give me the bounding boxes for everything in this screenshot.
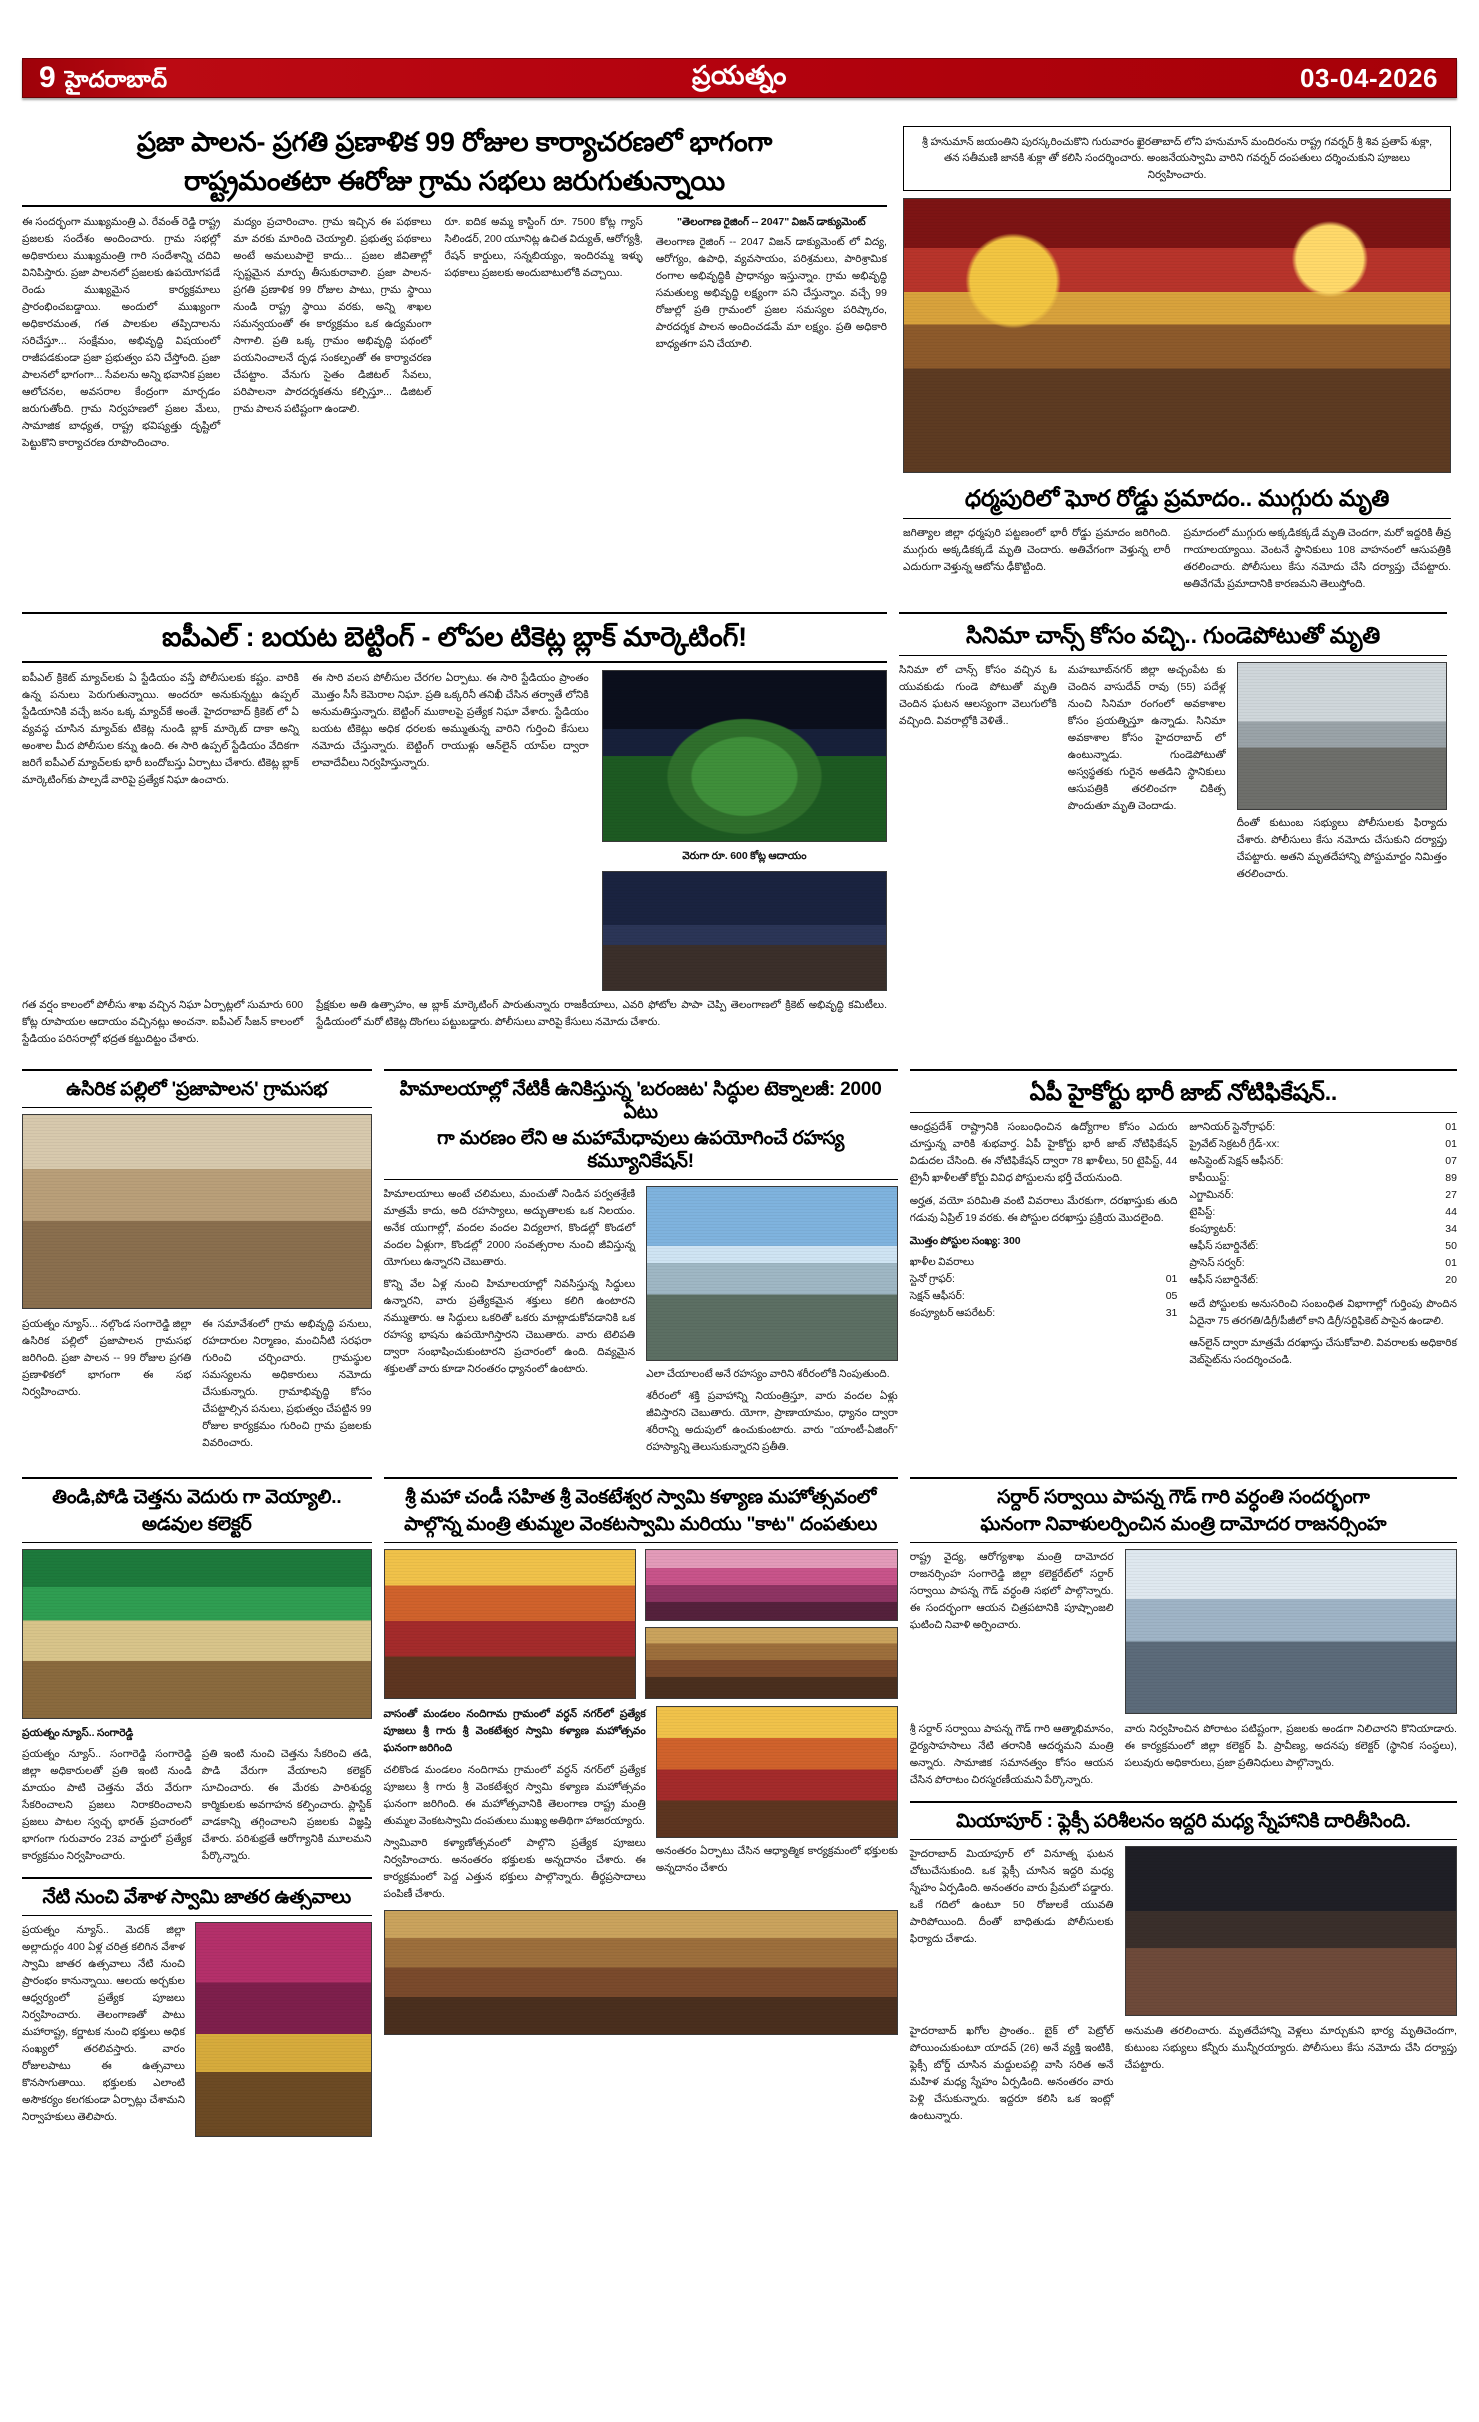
highcourt-post-name: జూనియర్ స్టెనోగ్రాఫర్: [1189,1120,1276,1133]
ipl-photo-caption: వెరుగా రూ. 600 కోట్ల ఆదాయం [682,849,807,862]
highcourt-extra-label: కంప్యూటర్ ఆపరేటర్: [909,1306,996,1319]
highcourt-story [910,1062,1457,1457]
himalaya-col-1: హిమాలయాలు అంటే చలిమలు, మంచుతో నిండిన పర్వతశ్రేణి మాత్రమే కాదు, అది రహస్యాలు, అద్భుతాలకు ఒక నిలయం. అనేక యుగాల్లో, వందల వందల విద్యలాగ, కొండల్లో కొండలో వందల ఏళ్లుగా, కొండల్లో 2000 సంవత్సరాల నుంచి జీవిస్తున్న యోగులు ఉన్నారని చెబుతారు. [383,1188,636,1269]
lead-col-4-heading: "తెలంగాణ రైజింగ్ -- 2047" విజన్ డాక్యుమెంట్‌ [677,215,866,228]
highcourt-post-row [1189,1204,1457,1221]
highcourt-extra-row [910,1254,1178,1271]
dharmapuri-columns [903,525,1451,593]
cinema-columns [899,662,1447,883]
highcourt-post-count: 07 [1445,1154,1457,1167]
highcourt-extra-row [910,1271,1178,1288]
ipl-story [22,605,887,1048]
damodar-col-3: వారు నిర్వహించిన పోరాటం పటిష్టంగా, ప్రజలకు అండగా నిలిచారని కొనియాడారు. ఈ కార్యక్రమంలో జిల్లా కలెక్టర్ పి. ప్రావీణ్య, అదనపు కలెక్టర్ (స్థానిక సంస్థలు), పలువురు అధికారులు, ప్రజా ప్రతినిధులు పాల్గొన్నారు. [1124,1722,1457,1769]
divider [899,655,1447,656]
collector-story [22,1470,372,2137]
venkateswara-caption-center: వాసంతో మండలం నందిగామ గ్రామంలో వర్ధన్ నగర్‌లో ప్రత్యేక పూజలు శ్రీ గారు శ్రీ వెంకటేశ్వర స్వామి కళ్యాణ మహోత్సవం ఘనంగా జరిగింది [383,1707,646,1754]
highcourt-post-row [1189,1238,1457,1255]
highcourt-post-count: 20 [1445,1273,1457,1286]
damodar-bottom-row [910,1721,1457,1789]
highcourt-right-note1: అదే పోస్టులకు అనుసరించి సంబంధిత విభాగాల్లో గుర్తింపు పొందిన ఏదైనా 75 తరగతి/డిగ్రీ/పీజీలో కాని డిగ్రీ/సర్టిఫికెట్ పాసైన ఉండాలి. [1189,1297,1457,1327]
highcourt-post-name: ప్రాసెస్ సర్వర్: [1189,1256,1245,1269]
collector-col-1: ప్రయత్నం న్యూస్.. సంగారెడ్డి సంగారెడ్డి జిల్లా అధికారులతో ప్రతి ఇంటి నుండి మాయం పాటి చెత్తను వేరు వేరుగా సేకరించాలని ప్రజలు నిరాకరించాలని ప్రజలు పాటల స్వచ్ఛ భారత్ ప్రచారంలో భాగంగా గురువారం 23వ వార్డులో ప్రత్యేక కార్యక్రమం నిర్వహించారు. [22,1747,192,1862]
venkateswara-photo-3 [645,1627,898,1699]
newspaper-title: ప్రయత్నం [692,59,787,90]
gramasabha-col-1: ప్రయత్నం న్యూస్... నల్గొండ సంగారెడ్డి జిల్లా ఉసిరిక పల్లిలో ప్రజాపాలన గ్రామసభ జరిగింది. ప్రజా పాలన -- 99 రోజుల ప్రగతి ప్రణాళికలో భాగంగా ఈ సభ నిర్వహించారు. [22,1317,192,1398]
highcourt-post-count: 89 [1445,1171,1457,1184]
divider [22,1542,372,1543]
highcourt-extra-value: 31 [1165,1306,1178,1319]
collector-event-photo [22,1549,372,1719]
jatara-photo-col [195,1922,372,2137]
highcourt-total-label: మెుత్తం పోస్టుల సంఖ్య: [909,1234,1001,1247]
governor-caption-box [903,126,1451,191]
venkateswara-photo-4 [656,1706,898,1838]
divider [910,1801,1457,1803]
divider [910,1477,1457,1479]
himalaya-columns [384,1186,898,1456]
divider [910,1839,1457,1840]
fourth-section [22,1470,1457,2137]
divider [22,1107,372,1108]
himalaya-text-col [384,1186,636,1456]
divider [384,1542,898,1543]
damodar-headline-line1: సర్దార్ సర్వాయి పాపన్న గౌడ్ గారి వర్ధంతి సందర్భంగా [997,1487,1370,1509]
governor-photo-block [903,108,1451,593]
venkateswara-caption-bottom: అనంతరం ఏర్పాటు చేసిన ఆధ్యాత్మిక కార్యక్రమంలో భక్తులకు అన్నదానం చేశారు [655,1844,898,1874]
highcourt-note: అర్హత, వయో పరిమితి వంటి వివరాలు మేరకుగా, దరఖాస్తుకు తుది గడువు ఏప్రిల్ 19 వరకు. ఈ పోస్టుల దరఖాస్తు ప్రక్రియ మొదలైంది. [909,1194,1178,1224]
highcourt-extra-rows [910,1254,1178,1322]
gramasabha-photo [22,1114,372,1309]
page-number: 9 [39,61,56,94]
ipl-mid-text: గత వర్షం కాలంలో పోలీసు శాఖ వచ్చిన నిఘా ఏర్పాట్లలో సుమారు 600 కోట్ల రూపాయల ఆదాయం వచ్చినట్లు అంచనా. ఐపీఎల్ సీజన్ కాలంలో స్టేడియం పరిసరాల్లో భద్రత కట్టుదిట్టం చేశారు. [22,998,304,1045]
highcourt-post-count: 01 [1445,1120,1457,1133]
damodar-col-2: శ్రీ సర్దార్ సర్వాయి పాపన్న గౌడ్ గారి ఆత్మాభిమానం, ధైర్యసాహసాలు నేటి తరానికి ఆదర్శమని మంత్రి అన్నారు. సామాజిక సమానత్వం కోసం ఆయన చేసిన పోరాటం చిరస్మరణీయమని పేర్కొన్నారు. [909,1722,1114,1786]
mediapur-col-3: అనుమతి తరలించారు. మృతదేహాన్ని వెళ్లలు మార్చుకుని భార్య మృతిచెందగా, కుటుంబ సభ్యులు కన్నీరు మున్నీరయ్యారు. పోలీసులు కేసు నమోదు చేసి దర్యాప్తు చేపట్టారు. [1124,2024,1457,2071]
himalaya-headline-line2: గా మరణం లేని ఆ మహామేధావులు ఉపయోగించే రహస్య కమ్యూనికేషన్! [437,1128,845,1173]
ipl-col-2-wrap [312,670,589,991]
highcourt-extra-label: ఖాళీల వివరాలు [909,1255,974,1268]
ipl-col-2: ఈ సారి వలస పోలీసుల చేరగల ఏర్పాటు. ఈ సారి స్టేడియం ప్రాంతం మొత్తం సీసీ కెమెరాల నిఘా. ప్రతి ఒక్కరినీ తనిఖీ చేసిన తర్వాతే లోనికి అనుమతిస్తున్నారు. బెట్టింగ్ ముఠాలపై ప్రత్యేక నిఘా వేశారు. స్టేడియం బయట టికెట్లు అధిక ధరలకు అమ్ముతున్న వారిని గుర్తించి కేసులు నమోదు చేస్తున్నారు. బెట్టింగ్ రాయుళ్లు ఆన్‌లైన్ యాప్‌ల ద్వారా లావాదేవీలు నిర్వహిస్తున్నారు. [311,671,589,769]
venkateswara-photo-2 [645,1549,898,1621]
divider [384,1069,898,1071]
mediapur-portrait-photo [1125,1846,1457,2016]
venkateswara-photo-row [384,1549,898,1699]
jatara-columns [22,1922,372,2137]
lead-headline-line1: ప్రజా పాలన- ప్రగతి ప్రణాళిక 99 రోజుల కార్యాచరణలో భాగంగా [136,127,773,157]
lead-col-2: మద్యం ప్రచారించాం. గ్రామ ఇచ్చిన ఈ పథకాలు మా వరకు మారింది చెయ్యాలి. ప్రభుత్వ పథకాలు అంటే అమలుపాలై కాదు... ప్రజల జీవితాల్లో స్పష్టమైన మార్పు తీసుకురావాలి. ప్రజా పాలన- ప్రగతి ప్రణాళిక 99 రోజుల పాటు, గ్రామ స్థాయి నుండి రాష్ట్ర స్థాయి వరకు, అన్ని శాఖల సమన్వయంతో ఈ కార్యక్రమం ఒక ఉద్యమంగా సాగాలి. ప్రతి ఒక్క గ్రామం అభివృద్ధి పథంలో పయనించాలనే దృఢ సంకల్పంతో ఈ కార్యాచరణ చేపట్టాం. వేనుగు సైతం డిజిటల్ సేవలు, పరిపాలనా పారదర్శకతను కల్పిస్తూ... డిజిటల్ గ్రామ పాలన పటిష్టంగా ఉండాలి. [233,215,432,415]
divider [22,1915,372,1916]
divider [910,1069,1457,1071]
highcourt-post-name: ఎగ్జామినర్: [1189,1188,1234,1201]
divider [899,612,1447,614]
highcourt-post-count: 01 [1445,1256,1457,1269]
lead-col-4: తెలంగాణ రైజింగ్ -- 2047 విజన్ డాక్యుమెంట్ లో విద్య, ఆరోగ్యం, ఉపాధి, వ్యవసాయం, పరిశ్రమలు, పారిశ్రామిక రంగాల అభివృద్ధికి ప్రాధాన్యం ఇస్తున్నాం. గ్రామ అభివృద్ధి సమతుల్య అభివృద్ధి లక్ష్యంగా పని చేస్తున్నాం. వచ్చే 99 రోజుల్లో ప్రతి గ్రామంలో ప్రజల సమస్యల పరిష్కారం, పారదర్శక పాలన అందించడమే మా లక్ష్యం. ప్రతి అధికారి బాధ్యతగా పని చేయాలి. [655,235,887,350]
divider [903,518,1451,519]
highcourt-post-name: ఆఫీస్ సబార్డినేట్: [1189,1273,1259,1286]
lead-col-4-wrap [656,214,887,452]
highcourt-post-row [1189,1170,1457,1187]
gramasabha-columns [22,1316,372,1452]
venkateswara-col-1: చలికొండ మండలం నందిగామ గ్రామంలో వర్ధన్ నగర్‌లో ప్రత్యేక పూజలు శ్రీ గారు శ్రీ వెంకటేశ్వర స్వామి కళ్యాణ మహోత్సవం ఘనంగా జరిగింది. ఈ మహోత్సవానికి తెలంగాణ రాష్ట్ర మంత్రి తుమ్మల వెంకటస్వామి దంపతులు ముఖ్య అతిథిగా హాజరయ్యారు. [383,1763,646,1827]
ipl-col-3: ప్రేక్షకుల అతి ఉత్సాహం, ఆ బ్లాక్ మార్కెటింగ్ పారుతున్నారు రాజకీయాలు, ఎవరి ఫోటోల పాపా చెప్పి తెలంగాణలో క్రికెట్ అభివృద్ధి కమిటీలు. స్టేడియంలో మరో టికెట్ల దొంగలు పట్టుబడ్డారు. పోలీసులు వారిపై కేసులు నమోదు చేశారు. [316,998,887,1028]
gramasabha-col-2: ఈ సమావేశంలో గ్రామ అభివృద్ధి పనులు, రహదారుల నిర్మాణం, మంచినీటి సరఫరా గురించి చర్చించారు. గ్రామస్థుల సమస్యలను అధికారులు నమోదు చేసుకున్నారు. గ్రామాభివృద్ధి కోసం చేపట్టాల్సిన పనులు, ప్రభుత్వం చేపట్టిన 99 రోజుల కార్యక్రమం గురించి గ్రామ ప్రజలకు వివరించారు. [202,1317,372,1449]
top-section [22,108,1457,593]
collector-columns [22,1746,372,1865]
highcourt-post-name: ప్రైవేట్ సెక్రటరీ గ్రేడ్-xx: [1189,1137,1280,1150]
venkateswara-col-2: స్వామివారి కళ్యాణోత్సవంలో పాల్గొని ప్రత్యేక పూజలు నిర్వహించారు. అనంతరం భక్తులకు అన్నదానం చేశారు. ఈ కార్యక్రమంలో పెద్ద ఎత్తున భక్తులు పాల్గొన్నారు. తీర్థప్రసాదాలు పంపిణీ చేశారు. [383,1836,646,1900]
highcourt-post-name: కాపీయిస్ట్: [1189,1171,1230,1184]
divider [22,612,887,614]
damodar-headline-line2: ఘనంగా నివాళులర్పించిన మంత్రి దామోదర రాజనర్సింహ [980,1513,1387,1535]
damodar-story [910,1470,1457,2137]
edition-name: హైదరాబాద్ [64,66,168,92]
ipl-stadium-photo [602,670,887,842]
damodar-top-row [910,1549,1457,1714]
highcourt-extra-row [910,1288,1178,1305]
highcourt-extra-label: సెక్షన్ ఆఫీసర్: [909,1289,965,1302]
dharmapuri-col-1: జగిత్యాల జిల్లా ధర్మపురి పట్టణంలో భారీ రోడ్డు ప్రమాదం జరిగింది. ముగ్గురు అక్కడికక్కడే మృతి చెందారు. అతివేగంగా వెళ్తున్న లారీ ఎదురుగా వెళ్తున్న ఆటోను ఢీకొట్టింది. [903,526,1171,573]
venkateswara-headline-line2: పాల్గొన్న మంత్రి తుమ్మల వెంకటస్వామి మరియు "కాట" దంపతులు [404,1513,878,1535]
cinema-col-1: సినిమా లో చాన్స్ కోసం వచ్చిన ఓ యువకుడు గుండె పోటుతో మృతి చెందిన ఘటన ఆలస్యంగా వెలుగులోకి వచ్చింది. వివరాల్లోకి వెళితే.. [899,663,1057,727]
himalaya-col-2: కొన్ని వేల ఏళ్ల నుంచి హిమాలయాల్లో నివసిస్తున్న సిద్ధులు ఉన్నారని, వారు ప్రత్యేకమైన శక్తులు కలిగి ఉంటారని నమ్ముతారు. ఆ సిద్ధులు ఒకరితో ఒకరు మాట్లాడుకోవడానికి ఒక రహస్య భాషను ఉపయోగిస్తారని చెబుతారు. వారు టెలిపతి ద్వారా సంభాషించుకుంటారని ప్రచారంలో ఉంది. దివ్యమైన శక్తులతో వారు కూడా నిరంతరం ధ్యానంలో ఉంటారు. [383,1278,636,1376]
highcourt-total [910,1233,1178,1250]
highcourt-post-count: 01 [1445,1137,1457,1150]
damodar-event-photo [1125,1549,1457,1714]
highcourt-headline: ఏపీ హైకోర్టు భారీ జాబ్ నోటిఫికేషన్.. [1029,1078,1338,1105]
collector-headline-line1: తిండి,పోడి చెత్తను వెదురు గా వెయ్యాలి.. [52,1487,342,1509]
dharmapuri-headline: ధర్మపురిలో ఘోర రోడ్డు ప్రమాదం.. ముగ్గురు మృతి [964,484,1390,511]
ipl-headline: ఐపీఎల్ : బయట బెట్టింగ్ - లోపల టికెట్ల బ్లాక్ మార్కెటింగ్! [162,621,747,652]
highcourt-post-name: కంప్యూటర్: [1189,1222,1236,1235]
damodar-col-1: రాష్ట్ర వైద్య, ఆరోగ్యశాఖ మంత్రి దామోదర రాజనర్సింహ సంగారెడ్డి జిల్లా కలెక్టరేట్‌లో సర్దార్ సర్వాయి పాపన్న గౌడ్ వర్ధంతి సభలో పాల్గొన్నారు. ఈ సందర్భంగా ఆయన చిత్రపటానికి పూష్పాంజలి ఘటించి నివాళి అర్పించారు. [909,1550,1114,1631]
jatara-col-1: ప్రయత్నం న్యూస్.. మెదక్ జిల్లా అల్లాదుర్గం 400 ఏళ్ల చరిత్ర కలిగిన వేశాళ స్వామి జాతర ఉత్సవాలు నేటి నుంచి ప్రారంభం కానున్నాయి. ఆలయ అర్చకుల ఆధ్వర్యంలో ప్రత్యేక పూజలు నిర్వహించారు. తెలంగాణతో పాటు మహారాష్ట్ర, కర్ణాటక నుంచి భక్తులు అధిక సంఖ్యలో తరలివస్తారు. వారం రోజులపాటు ఈ ఉత్సవాలు కొనసాగుతాయి. భక్తులకు ఎలాంటి అసౌకర్యం కలగకుండా ఏర్పాట్లు చేశామని నిర్వాహకులు తెలిపారు. [22,1923,185,2123]
venkateswara-columns [384,1706,898,1903]
divider [22,1877,372,1879]
venkateswara-photo-1 [384,1549,637,1699]
collector-headline-line2: అడవుల కలెక్టర్ [141,1513,252,1535]
cinema-scene-photo [1237,662,1447,810]
divider [910,1542,1457,1543]
divider [910,1112,1457,1113]
ipl-columns [22,670,887,991]
divider [22,1069,372,1071]
venkateswara-photo-stack [645,1549,898,1699]
highcourt-right [1189,1119,1457,1369]
gramasabha-story [22,1062,372,1457]
cinema-photo-col [1237,662,1447,883]
divider [22,1477,372,1479]
highcourt-extra-label: స్టెనో గ్రాఫర్: [909,1272,955,1285]
highcourt-post-name: టైపిస్ట్: [1189,1205,1216,1218]
highcourt-post-row [1189,1272,1457,1289]
highcourt-post-list [1189,1119,1457,1289]
governor-temple-photo [903,198,1451,473]
jatara-idol-photo [195,1922,372,2137]
divider [22,205,887,207]
mediapur-col-2: హైదరాబాద్ ఖగోల ప్రాంతం.. బైక్ లో పెట్రోల్ పోయించుకుంటూ యాదవ్ (26) అనే వ్యక్తి ఇంటికి, ఫ్లెక్సీ బోర్డ్ చూసిన మద్దులపల్లి వాసి సరిత అనే మహిళ మధ్య స్నేహం ఏర్పడింది. అనంతరం వారు పెళ్లి చేసుకున్నారు. ఇద్దరూ కలిసి ఒక ఇంట్లో ఉంటున్నారు. [909,2024,1114,2122]
divider [384,1477,898,1479]
highcourt-post-row [1189,1221,1457,1238]
highcourt-post-row [1189,1255,1457,1272]
lead-col-3: రూ. ఐదిక అమ్మ కాస్టింగ్ రూ. 7500 కోట్ల గ్యాస్ సిలిండర్, 200 యూనిట్ల ఉచిత విద్యుత్, ఆరోగ్యశ్రీ, రేషన్ కార్డులు, సన్నబియ్యం, ఇందిరమ్మ ఇళ్ళు పథకాలు ప్రజలకు అందుబాటులోకి వచ్చాయి. [444,215,643,279]
lead-columns [22,214,887,452]
lead-headline-line2: రాష్ట్రమంతటా ఈరోజు గ్రామ సభలు జరుగుతున్నాయి [184,165,725,196]
publication-date: 03-04-2026 [1300,62,1438,93]
mediapur-bottom-row [910,2023,1457,2125]
mediapur-col-1: హైదరాబాద్ మియాపూర్ లో వినూత్న ఘటన చోటుచేసుకుంది. ఒక ఫ్లెక్సీ చూసిన ఇద్దరి మధ్య స్నేహం ఏర్పడింది. అనంతరం వారు ప్రేమలో పడ్డారు. ఒకే గదిలో ఉంటూ 50 రోజులకే యువతి పారిపోయింది. దీంతో బాధితుడు పోలీసులకు ఫిర్యాదు చేశాడు. [909,1847,1114,1945]
highcourt-post-name: అసిస్టెంట్ సెక్షన్ ఆఫీసర్: [1189,1154,1284,1167]
gramasabha-headline: ఉసిరిక పల్లిలో 'ప్రజాపాలన' గ్రామసభ [66,1078,328,1100]
cinema-col-3: దీంతో కుటుంబ సభ్యులు పోలీసులకు ఫిర్యాదు చేశారు. పోలీసులు కేసు నమోదు చేసుకుని దర్యాప్తు చేపట్టారు. అతని మృతదేహాన్ని పోస్టుమార్టం నిమిత్తం తరలించారు. [1236,816,1447,880]
venkateswara-photo-5 [384,1910,898,2035]
divider [22,661,887,663]
ipl-photo-col [602,670,887,991]
highcourt-post-count: 44 [1445,1205,1457,1218]
venkateswara-text-col [384,1706,646,1903]
highcourt-post-count: 50 [1445,1239,1457,1252]
second-section [22,605,1457,1048]
himalaya-photo-caption: ఎలా చేయాలంటే అనే రహస్యం వారిని శరీరంలోకి నింపుతుంది. [646,1368,890,1381]
ipl-col-1: ఐపీఎల్ క్రికెట్ మ్యాచ్‌లకు ఏ స్టేడియం వస్తే పోలీసులకు కష్టం. వారికి ఉన్న పనులు పెరుగుతున్నాయి. అందరూ అనుకున్నట్టు ఉప్పల్ స్టేడియానికి వచ్చే జనం ఒక్క మ్యాచ్‌కే అంతే. హైదరాబాద్ క్రికెట్ లో ఏ వ్యవస్థ చూసిన మ్యాచ్‌కు టికెట్ల నుండి బ్లాక్ మార్కెట్ దాకా అన్ని అంశాల మీద పోలీసుల కన్ను ఉంది. ఈ సారి ఉప్పల్ స్టేడియం వేదికగా జరిగే ఐపీఎల్ మ్యాచ్‌లకు భారీ బందోబస్తు ఏర్పాటు చేశారు. టికెట్ల బ్లాక్ మార్కెటింగ్‌కు పాల్పడే వారిపై ప్రత్యేక నిఘా ఉంచారు. [22,671,299,786]
governor-caption: శ్రీ హనుమాన్ జయంతిని పురస్కరించుకొని గురువారం ఖైరతాబాద్ లోని హనుమాన్ మందిరంను రాష్ట్ర గవర్నర్ శ్రీ శివ ప్రతాప్ శుక్లా, తన సతీమణి జానకి శుక్లా తో కలిసి సందర్శించారు. అంజనేయస్వామి వారిని గవర్నర్ దంపతులు దర్శించుకుని పూజలు నిర్వహించారు. [921,136,1433,181]
masthead-banner [22,58,1457,98]
cinema-col-2: మహబూబ్‌నగర్ జిల్లా అచ్చంపేట కు చెందిన వాసుదేవ్ రావు (55) పదేళ్ల నుంచి సినిమా రంగంలో అవకాశాల కోసం ప్రయత్నిస్తూ ఉన్నాడు. సినిమా అవకాశాల కోసం హైదరాబాద్ లో ఉంటున్నాడు. గుండెపోటుతో అస్వస్థతకు గురైన అతడిని స్థానికులు ఆసుపత్రికి తరలించగా చికిత్స పొందుతూ మృతి చెందాడు. [1067,663,1226,812]
highcourt-post-row [1189,1153,1457,1170]
himalaya-mountain-photo [646,1186,898,1361]
highcourt-intro: ఆంధ్రప్రదేశ్ రాష్ట్రానికి సంబంధించిన ఉద్యోగాల కోసం ఎదురు చూస్తున్న వారికి శుభవార్త. ఏపీ హైకోర్టు భారీ జాబ్ నోటిఫికేషన్ విడుదల చేసింది. ఈ నోటిఫికేషన్ ద్వారా 78 ఖాళీలు, 50 టైపిస్ట్, 44 ట్రైనీ ఖాళీలతో కోర్టు వివిధ పోస్టులను భర్తీ చేయనుంది. [909,1120,1178,1184]
highcourt-post-name: ఆఫీస్ సబార్డినేట్: [1189,1239,1259,1252]
cinema-story [899,605,1447,1048]
venkateswara-right-col [656,1706,898,1903]
highcourt-post-row [1189,1187,1457,1204]
third-section [22,1062,1457,1457]
lead-col-1: ఈ సందర్భంగా ముఖ్యమంత్రి ఎ. రేవంత్ రెడ్డి రాష్ట్ర ప్రజలకు సందేశం అందించారు. గ్రామ సభల్లో అధికారులు ముఖ్యమంత్రి గారి సందేశాన్ని చదివి వినిపిస్తారు. ప్రజా పాలనలో ప్రజలకు ఉపయోగపడే రెండు ముఖ్యమైన కార్యక్రమాలు ప్రారంభించబడ్డాయి. అందులో ముఖ్యంగా అధికారమంత, గత పాలకుల తప్పిదాలను సరిచేస్తూ... సంక్షేమం, అభివృద్ధి విషయంలో రాజీపడకుండా ప్రజా ప్రభుత్వం పని చేస్తోంది. ప్రజా పాలనలో భాగంగా... సేవలను అన్ని భవానిక ప్రజల ఆలోచనల, అవసరాల కేంద్రంగా మార్చడం జరుగుతోంది. గ్రామ నిర్వహణలో ప్రజల మేలు, సామాజిక బాధ్యత, రాష్ట్ర భవిష్యత్తు దృష్టిలో పెట్టుకొని కార్యాచరణ రూపొందించాం. [22,215,221,449]
highcourt-left [910,1119,1178,1369]
highcourt-columns [910,1119,1457,1369]
collector-photo-caption: ప్రయత్నం న్యూస్.. సంగారెడ్డి [22,1726,134,1739]
ipl-lower-columns [22,997,887,1048]
highcourt-right-note2: ఆన్‌లైన్ ద్వారా మాత్రమే దరఖాస్తు చేసుకోవాలి. వివరాలకు అధికారిక వెబ్‌సైట్‌ను సందర్శించండి. [1189,1336,1457,1366]
himalaya-col-3: శరీరంలో శక్తి ప్రవాహాన్ని నియంత్రిస్తూ, వారు వందల ఏళ్లు జీవిస్తారని చెబుతారు. యోగా, ప్రాణాయామం, ధ్యానం ద్వారా శరీరాన్ని అదుపులో ఉంచుకుంటారు. వారు "యాంటీ-ఏజింగ్" రహస్యాన్ని తెలుసుకున్నారని ప్రతీతి. [646,1390,898,1454]
lead-story [22,108,887,593]
collector-col-2: ప్రతి ఇంటి నుంచి చెత్తను సేకరించి తడి, పొడి వేరుగా వేయాలని కలెక్టర్ సూచించారు. ఈ మేరకు పారిశుధ్య కార్మికులకు అవగాహన కల్పించారు. ప్లాస్టిక్ వాడకాన్ని తగ్గించాలని ప్రజలకు విజ్ఞప్తి చేశారు. పరిశుభ్రతే ఆరోగ్యానికి మూలమని పేర్కొన్నారు. [201,1747,372,1862]
highcourt-extra-row [910,1305,1178,1322]
highcourt-extra-value: 05 [1165,1289,1178,1302]
dharmapuri-col-2: ప్రమాదంలో ముగ్గురు అక్కడికక్కడే మృతి చెందగా, మరో ఇద్దరికి తీవ్ర గాయాలయ్యాయి. వెంటనే స్థానికులు 108 వాహనంలో ఆసుపత్రికి తరలించారు. పోలీసులు కేసు నమోదు చేసి దర్యాప్తు చేపట్టారు. అతివేగమే ప్రమాదానికి కారణమని తెలుస్తోంది. [1183,526,1451,590]
highcourt-post-count: 27 [1445,1188,1457,1201]
highcourt-post-row [1189,1136,1457,1153]
himalaya-photo-col [646,1186,898,1456]
highcourt-total-value: 300 [1003,1234,1021,1247]
jatara-headline: నేటి నుంచి వేశాళ స్వామి జాతర ఉత్సవాలు [42,1886,352,1908]
himalaya-story [384,1062,898,1457]
himalaya-headline-line1: హిమాలయాల్లో నేటికీ ఉనికిస్తున్న 'బరంజట' సిద్ధుల టెక్నాలజీ: 2000 ఏటు [399,1078,882,1123]
mediapur-headline: మియాపూర్ : ఫ్లెక్సీ పరిశీలనం ఇద్దరి మధ్య స్నేహానికి దారితీసింది. [956,1810,1411,1832]
venkateswara-headline-line1: శ్రీ మహా చండీ సహిత శ్రీ వెంకటేశ్వర స్వామి కళ్యాణ మహోత్సవంలో [405,1487,877,1509]
ipl-crowd-photo [602,871,887,991]
highcourt-post-count: 34 [1445,1222,1457,1235]
highcourt-extra-value: 01 [1165,1272,1178,1285]
divider [384,1179,898,1180]
newspaper-page [0,58,1479,2422]
mediapur-top-row [910,1846,1457,2016]
highcourt-post-row [1189,1119,1457,1136]
venkateswara-story [384,1470,898,2137]
cinema-headline: సినిమా చాన్స్ కోసం వచ్చి.. గుండెపోటుతో మృతి [965,621,1381,648]
